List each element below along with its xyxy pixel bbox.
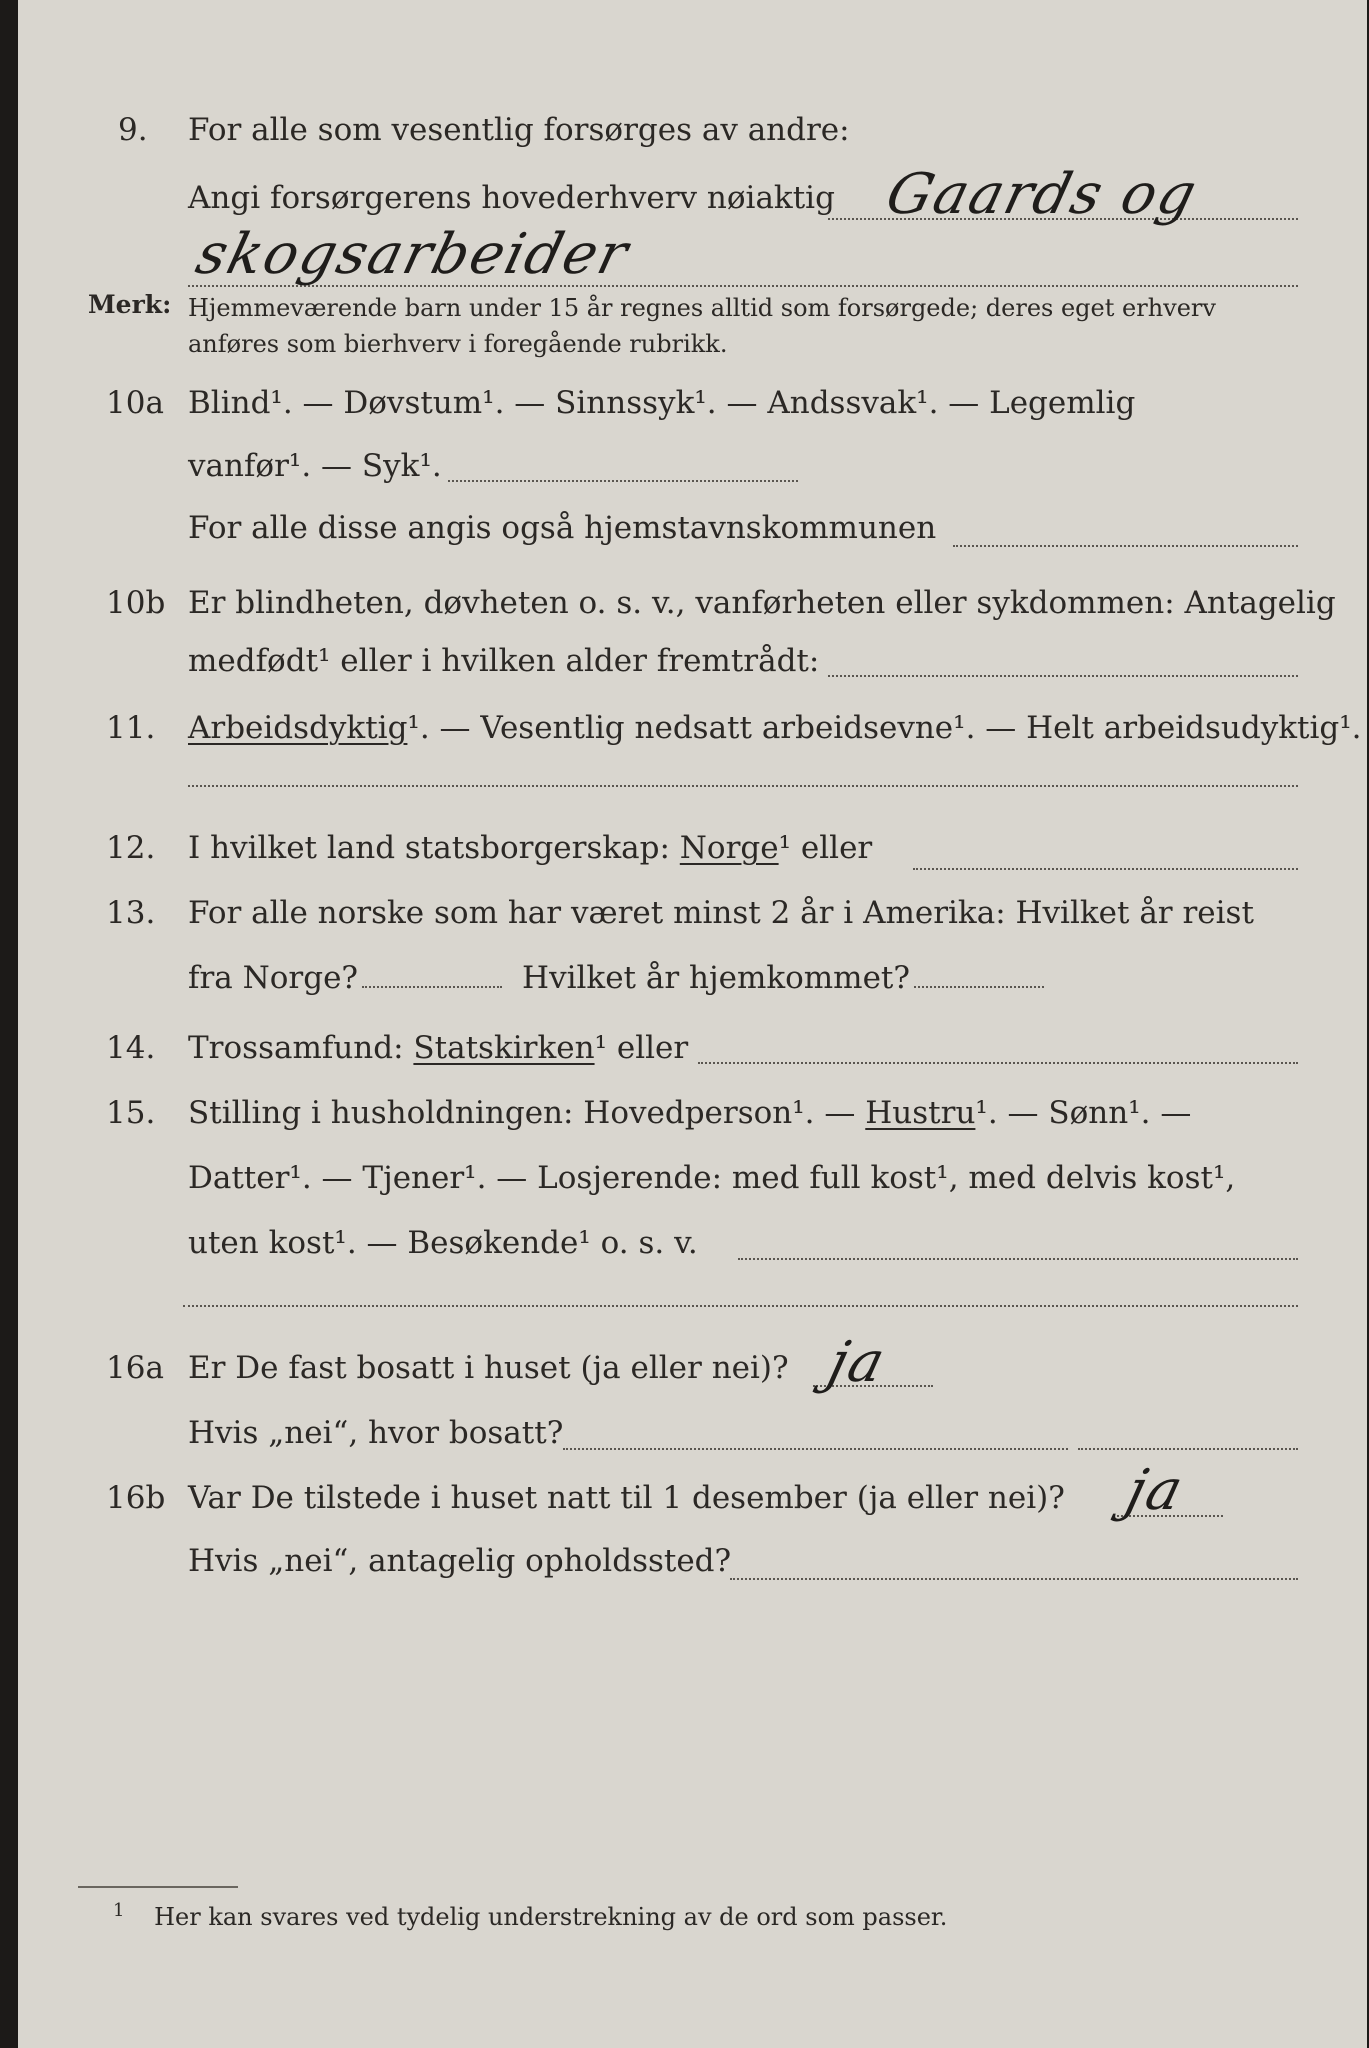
q11-answer-line (188, 785, 1298, 787)
q15-text3: uten kost¹. — Besøkende¹ o. s. v. (188, 1225, 698, 1261)
q10b-text: Er blindheten, døvheten o. s. v., vanførheten eller sykdommen: Antagelig (188, 585, 1336, 621)
q10b-number: 10b (106, 585, 166, 621)
q15-answer-line1 (738, 1258, 1298, 1260)
q10b-text2: medfødt¹ eller i hvilken alder fremtrådt: (188, 643, 820, 679)
q14-answer-line (698, 1062, 1298, 1064)
q13-number: 13. (106, 895, 156, 931)
q13-reist-field (362, 964, 502, 988)
q15-selected-option: Hustru (865, 1095, 976, 1131)
census-form-page (18, 0, 1367, 2048)
q10a-number: 10a (106, 385, 164, 421)
q10a-text: Blind¹. — Døvstum¹. — Sinnssyk¹. — Andssvak¹. — Legemlig (188, 385, 1136, 421)
q15-number: 15. (106, 1095, 156, 1131)
q16b-opholdssted-line (730, 1578, 1298, 1580)
q9-occupation-label: Angi forsørgerens hovederhverv nøiaktig (188, 180, 835, 216)
q16b-text: Var De tilstede i huset natt til 1 desember (ja eller nei)? (188, 1480, 1065, 1516)
q10a-text2: vanfør¹. — Syk¹. (188, 448, 442, 484)
q13-reist-label: fra Norge? (188, 960, 359, 996)
q12-answer-line (913, 868, 1298, 870)
q16a-text2: Hvis „nei“, hvor bosatt? (188, 1415, 564, 1451)
merk-label: Merk: (88, 290, 172, 319)
q16b-number: 16b (106, 1480, 166, 1516)
q11-rest: ¹. — Vesentlig nedsatt arbeidsevne¹. — Helt arbeidsudyktig¹. (407, 710, 1362, 746)
q10a-hjemstavn-label: For alle disse angis også hjemstavnskommunen (188, 510, 937, 546)
q16a-bosatt-line1 (563, 1448, 1068, 1450)
q9-handwritten-answer-1: Gaards og (879, 162, 1205, 227)
q15-text (188, 1095, 1307, 1131)
q12-post: ¹ eller (778, 830, 873, 866)
q16a-text: Er De fast bosatt i huset (ja eller nei)? (188, 1350, 789, 1386)
q14-number: 14. (106, 1030, 156, 1066)
footnote-text: Her kan svares ved tydelig understrekning av de ord som passer. (154, 1903, 948, 1931)
q14-label: Trossamfund: (188, 1030, 404, 1066)
q13-hjemkommet-label: Hvilket år hjemkommet? (522, 960, 911, 996)
q12-number: 12. (106, 830, 156, 866)
q16b-text2: Hvis „nei“, antagelig opholdssted? (188, 1543, 732, 1579)
q12-label: I hvilket land statsborgerskap: (188, 830, 670, 866)
q15-post: ¹. — Sønn¹. — (975, 1095, 1192, 1131)
q10a-hjemstavn-line (953, 545, 1298, 547)
q13-hjemkommet-field (914, 964, 1044, 988)
q16a-handwritten-answer: ja (821, 1330, 893, 1395)
q11-number: 11. (106, 710, 156, 746)
q16a-number: 16a (106, 1350, 164, 1386)
q14-text (188, 1030, 1307, 1066)
q13-text2 (188, 960, 1307, 996)
q11-selected-option: Arbeidsdyktig (188, 710, 408, 746)
q10a-answer-line (448, 480, 798, 482)
q12-text (188, 830, 1307, 866)
q15-label: Stilling i husholdningen: Hovedperson¹. — (188, 1095, 856, 1131)
q16a-bosatt-line2 (1078, 1448, 1298, 1450)
q16b-handwritten-answer: ja (1119, 1458, 1191, 1523)
q11-text (188, 710, 1362, 746)
q13-text: For alle norske som har været minst 2 år i Amerika: Hvilket år reist (188, 895, 1254, 931)
q10b-answer-line (828, 675, 1298, 677)
footnote-mark: 1 (113, 1900, 125, 1921)
merk-text: Hjemmeværende barn under 15 år regnes alltid som forsørgede; deres eget erhverv anføres som bierhverv i foregående rubrikk. (188, 294, 1216, 358)
q12-selected-option: Norge (679, 830, 779, 866)
q15-answer-line2 (183, 1305, 1298, 1307)
q14-post: ¹ eller (594, 1030, 689, 1066)
q9-handwritten-answer-2: skogsarbeider (189, 222, 636, 287)
q9-text: For alle som vesentlig forsørges av andre: (188, 112, 850, 148)
q14-selected-option: Statskirken (413, 1030, 595, 1066)
footnote-rule (78, 1886, 238, 1888)
q9-number: 9. (118, 112, 148, 148)
footnote (113, 1900, 947, 1931)
q15-text2: Datter¹. — Tjener¹. — Losjerende: med full kost¹, med delvis kost¹, (188, 1160, 1236, 1196)
